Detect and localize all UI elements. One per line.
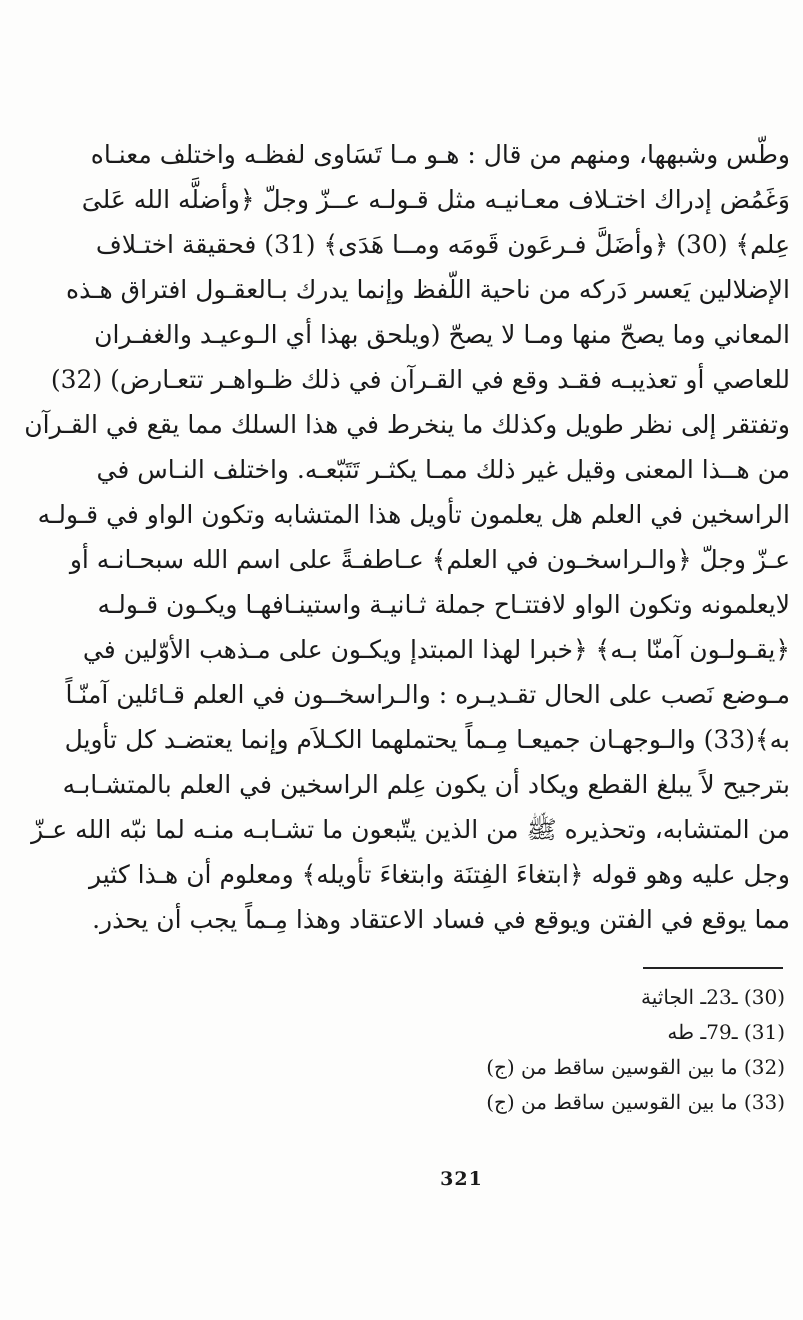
text-line: عِلم﴾ (30) ﴿وأضَلَّ فـرعَون قَومَه ومــا هَدَى﴾ (31) فحقيقة اختـلاف bbox=[95, 230, 790, 259]
footnotes-block bbox=[480, 980, 785, 1120]
text-line: المعاني وما يصحّ منها ومـا لا يصحّ (ويلحق بهذا أي الـوعيـد والغفـران bbox=[94, 320, 790, 349]
footnote-divider bbox=[643, 967, 783, 969]
page-number: 321 bbox=[440, 1168, 483, 1190]
text-line: مـوضع نَصب على الحال تقـديـره : والـراسخــون في العلم قـائلين آمنّـاً bbox=[65, 680, 790, 709]
text-line: بترجيح لاً يبلغ القطع ويكاد أن يكون عِلم الراسخين في العلم بالمتشـابـه bbox=[62, 770, 790, 799]
text-line: عـزّ وجلّ ﴿والـراسخـون في العلم﴾ عـاطفـةً على اسم الله سبحـانـه أو bbox=[69, 545, 790, 574]
footnote-30: (30) ـ23ـ الجاثية bbox=[641, 985, 785, 1009]
text-line: للعاصي أو تعذيبـه فقـد وقع في القـرآن في ذلك ظـواهـر تتعـارض) (32) bbox=[50, 365, 790, 394]
text-line: الإضلالين يَعسر دَركه من ناحية اللّفظ وإنما يدرك بـالعقـول افتراق هـذه bbox=[66, 275, 790, 304]
text-line: لايعلمونه وتكون الواو لافتتـاح جملة ثـانيـة واستينـافهـا ويكـون قـولـه bbox=[97, 590, 790, 619]
text-line: وجل عليه وهو قوله ﴿ابتغاءَ الفِتنَة وابتغاءَ تأويله﴾ ومعلوم أن هـذا كثير bbox=[88, 860, 790, 889]
text-line: من هــذا المعنى وقيل غير ذلك ممـا يكثـر تَتَبّعـه. واختلف النـاس في bbox=[96, 455, 790, 484]
text-line: من المتشابه، وتحذيره ﷺ من الذين يتّبعون ما تشـابـه منـه لما نبّه الله عـزّ bbox=[31, 815, 790, 844]
footnote-33: (33) ما بين القوسين ساقط من (ج) bbox=[486, 1090, 785, 1114]
footnote-31: (31) ـ79ـ طه bbox=[667, 1020, 785, 1044]
text-line: الراسخين في العلم هل يعلمون تأويل هذا المتشابه وتكون الواو في قـولـه bbox=[37, 500, 790, 529]
text-line: وتفتقر إلى نظر طويل وكذلك ما ينخرط في هذا السلك مما يقع في القـرآن bbox=[24, 410, 790, 439]
text-line: مما يوقع في الفتن ويوقع في فساد الاعتقاد وهذا مِـماً يجب أن يحذر. bbox=[92, 905, 790, 934]
footnote-32: (32) ما بين القوسين ساقط من (ج) bbox=[486, 1055, 785, 1079]
text-line: ﴿يقـولـون آمنّا بـه﴾ ﴿خبرا لهذا المبتدإ ويكـون على مـذهب الأوّلين في bbox=[82, 635, 790, 664]
main-text-block bbox=[24, 132, 790, 942]
text-line: وَغَمُض إدراك اختـلاف معـانيـه مثل قـولـه عــزّ وجلّ ﴿وأضلَّه الله عَلىَ bbox=[81, 185, 790, 214]
text-line: به﴾(33) والـوجهـان جميعـا مِـماً يحتملهما الكـلاَم وإنما يعتضـد كل تأويل bbox=[64, 725, 790, 754]
text-line: وطّس وشبهها، ومنهم من قال : هـو مـا تَسَاوى لفظـه واختلف معنـاه bbox=[90, 140, 790, 169]
